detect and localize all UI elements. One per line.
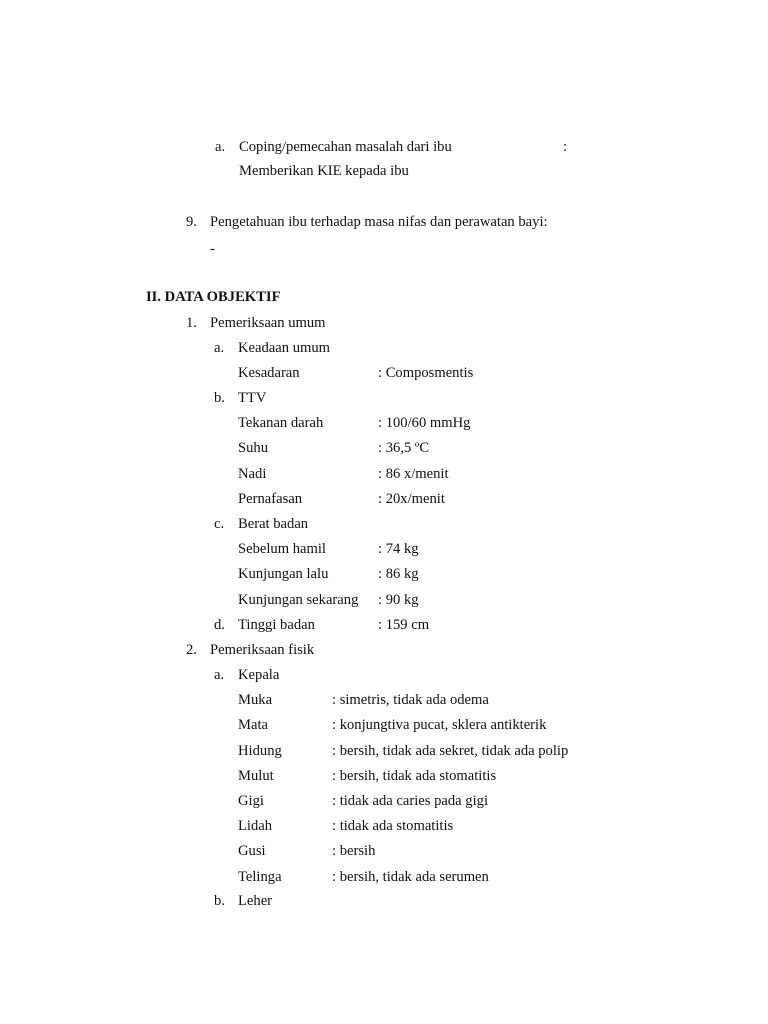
coping-colon: : <box>563 139 568 155</box>
head-row-value: : bersih, tidak ada stomatitis <box>332 768 497 784</box>
head-row-label: Mulut <box>238 768 274 784</box>
head-row-label: Telinga <box>238 869 282 885</box>
weight-title: Berat badan <box>238 516 309 532</box>
weight-row-label: Kunjungan lalu <box>238 566 329 582</box>
neck-marker: b. <box>214 893 225 909</box>
ttv-title: TTV <box>238 390 267 406</box>
head-row-value: : simetris, tidak ada odema <box>332 692 489 708</box>
head-row-label: Muka <box>238 692 273 708</box>
kesadaran-label: Kesadaran <box>238 365 300 381</box>
weight-marker: c. <box>214 516 225 532</box>
ttv-row-label: Suhu <box>238 440 269 456</box>
section-title: II. DATA OBJEKTIF <box>146 289 281 305</box>
weight-row-value: : 74 kg <box>378 541 419 557</box>
head-row-label: Lidah <box>238 818 273 834</box>
head-marker: a. <box>214 667 225 683</box>
ttv-row-value: : 100/60 mmHg <box>378 415 471 431</box>
ttv-row-value: : 36,5 ºC <box>378 440 430 456</box>
height-value: : 159 cm <box>378 617 430 633</box>
head-title: Kepala <box>238 667 280 683</box>
coping-marker: a. <box>215 139 226 155</box>
ttv-row-label: Pernafasan <box>238 491 303 507</box>
head-row-label: Mata <box>238 717 268 733</box>
head-row-value: : bersih, tidak ada sekret, tidak ada polip <box>332 743 569 759</box>
ttv-row-value: : 20x/menit <box>378 491 445 507</box>
weight-row-value: : 90 kg <box>378 592 419 608</box>
ttv-row-label: Nadi <box>238 466 267 482</box>
coping-label: Coping/pemecahan masalah dari ibu <box>239 139 452 155</box>
ttv-marker: b. <box>214 390 225 406</box>
ttv-row-value: : 86 x/menit <box>378 466 449 482</box>
physical-marker: 2. <box>186 642 197 658</box>
coping-value: Memberikan KIE kepada ibu <box>239 163 409 179</box>
head-row-value: : tidak ada caries pada gigi <box>332 793 489 809</box>
head-row-value: : tidak ada stomatitis <box>332 818 454 834</box>
head-row-value: : bersih, tidak ada serumen <box>332 869 489 885</box>
general-marker: 1. <box>186 315 197 331</box>
knowledge-label: Pengetahuan ibu terhadap masa nifas dan perawatan bayi: <box>210 214 548 230</box>
neck-title: Leher <box>238 893 273 909</box>
kesadaran-value: : Composmentis <box>378 365 474 381</box>
weight-row-value: : 86 kg <box>378 566 419 582</box>
head-row-label: Gigi <box>238 793 264 809</box>
keadaan-marker: a. <box>214 340 225 356</box>
head-row-label: Gusi <box>238 843 266 859</box>
head-row-value: : bersih <box>332 843 376 859</box>
knowledge-value: - <box>210 241 215 257</box>
physical-title: Pemeriksaan fisik <box>210 642 315 658</box>
keadaan-title: Keadaan umum <box>238 340 330 356</box>
head-row-label: Hidung <box>238 743 282 759</box>
knowledge-marker: 9. <box>186 214 197 230</box>
ttv-row-label: Tekanan darah <box>238 415 324 431</box>
weight-row-label: Sebelum hamil <box>238 541 326 557</box>
head-row-value: : konjungtiva pucat, sklera antikterik <box>332 717 547 733</box>
height-marker: d. <box>214 617 225 633</box>
height-label: Tinggi badan <box>238 617 315 633</box>
weight-row-label: Kunjungan sekarang <box>238 592 359 608</box>
general-title: Pemeriksaan umum <box>210 315 326 331</box>
